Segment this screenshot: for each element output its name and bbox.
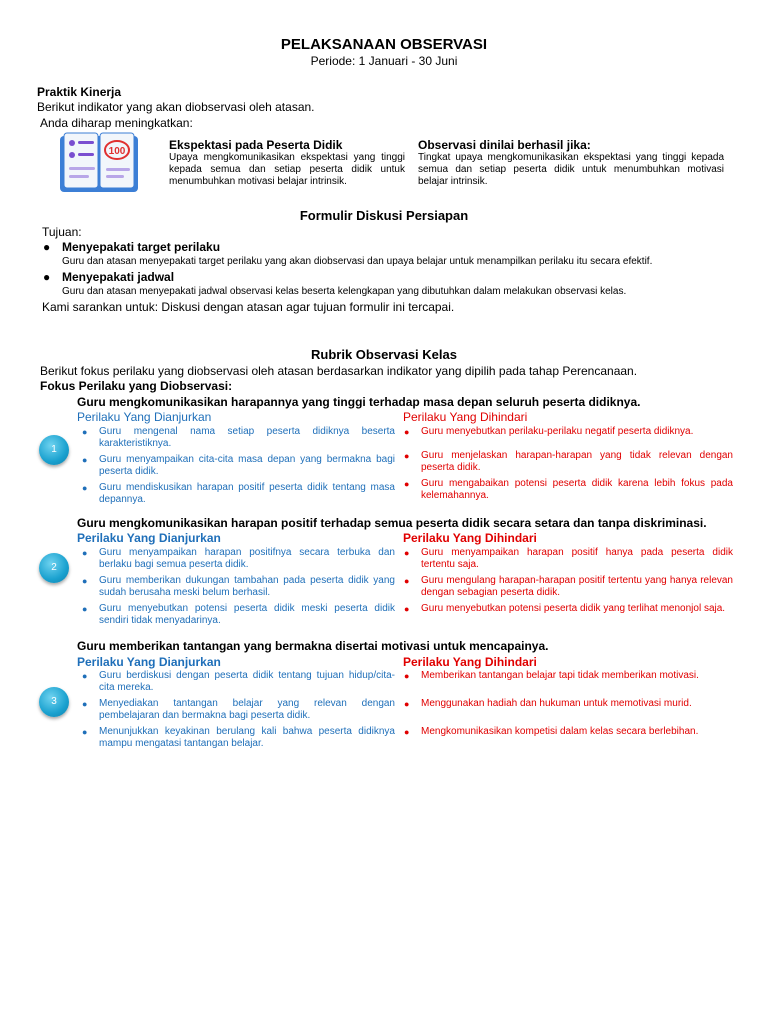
bullet-icon: ● xyxy=(82,671,88,681)
page-title: PELAKSANAAN OBSERVASI xyxy=(280,36,488,53)
list-item: ● Guru mengabaikan potensi peserta didik karena lebih fokus pada kelemahannya. xyxy=(404,478,733,501)
bullet-icon: ● xyxy=(404,479,410,489)
formulir-title: Formulir Diskusi Persiapan xyxy=(299,208,469,223)
section-3-left-list xyxy=(77,670,395,754)
svg-text:100: 100 xyxy=(108,146,126,157)
list-item: ● Guru menjelaskan harapan-harapan yang tidak relevan dengan peserta didik. xyxy=(404,450,733,473)
section-2-heading: Guru mengkomunikasikan harapan positif terhadap semua peserta didik secara setara dan tanpa diskriminasi. xyxy=(77,516,707,530)
bullet-icon: ● xyxy=(82,727,88,737)
bullet-icon: ● xyxy=(82,548,88,558)
bullet-icon: ● xyxy=(404,427,410,437)
section-2-right-list xyxy=(399,547,733,619)
formulir-closing: Kami sarankan untuk: Diskusi dengan atasan agar tujuan formulir ini tercapai. xyxy=(42,300,455,314)
section-2-number-badge: 2 xyxy=(39,553,69,583)
book-icon xyxy=(58,130,140,196)
period-text: Periode: 1 Januari - 30 Juni xyxy=(310,54,458,68)
bullet-icon: ● xyxy=(404,671,410,681)
box1-text: Upaya mengkomunikasikan ekspektasi yang tinggi kepada semua dan setiap peserta didik untuk menumbuhkan motivasi belajar intrinsik. xyxy=(169,152,405,187)
bullet-icon: ● xyxy=(404,548,410,558)
section-3-heading: Guru memberikan tantangan yang bermakna disertai motivasi untuk mencapainya. xyxy=(77,639,549,653)
bullet-icon: ● xyxy=(82,699,88,709)
list-item: ● Guru menyampaikan harapan positif hanya pada peserta didik tertentu saja. xyxy=(404,547,733,570)
list-item: ● Guru berdiskusi dengan peserta didik tentang tujuan hidup/cita-cita mereka. xyxy=(82,670,395,693)
section-3-left-head: Perilaku Yang Dianjurkan xyxy=(77,655,221,669)
bullet-icon: ● xyxy=(82,604,88,614)
tujuan-label: Tujuan: xyxy=(42,225,82,239)
bullet-icon: ● xyxy=(82,427,88,437)
bullet-icon: ● xyxy=(82,455,88,465)
rubrik-title: Rubrik Observasi Kelas xyxy=(311,347,457,362)
bullet-icon: ● xyxy=(82,576,88,586)
list-item: ● Guru mengulang harapan-harapan positif tertentu yang hanya relevan dengan sebagian peserta didik. xyxy=(404,575,733,598)
section-1-left-head: Perilaku Yang Dianjurkan xyxy=(77,410,212,424)
bullet-icon: ● xyxy=(404,604,410,614)
section-2-left-list xyxy=(77,547,395,631)
section-1-right-list xyxy=(399,426,733,506)
section-2-left-head: Perilaku Yang Dianjurkan xyxy=(77,531,221,545)
list-item: ● Mengkomunikasikan kompetisi dalam kelas secara berlebihan. xyxy=(404,726,699,737)
list-item: ● Menunjukkan keyakinan berulang kali bahwa peserta didiknya mampu mengatasi tantangan belajar. xyxy=(82,726,395,749)
tujuan-1-heading: Menyepakati target perilaku xyxy=(62,240,221,254)
list-item: ● Guru menyebutkan potensi peserta didik yang terlihat menonjol saja. xyxy=(404,603,726,614)
bullet-icon: ● xyxy=(43,270,51,284)
section-3-number-badge: 3 xyxy=(39,687,69,717)
list-item: ● Menggunakan hadiah dan hukuman untuk memotivasi murid. xyxy=(404,698,692,709)
box1-title: Ekspektasi pada Peserta Didik xyxy=(169,138,343,152)
section-1-number-badge: 1 xyxy=(39,435,69,465)
box2-text: Tingkat upaya mengkomunikasikan ekspektasi yang tinggi kepada semua dan setiap peserta didik untuk menumbuhkan motivasi belajar intrinsik. xyxy=(418,152,724,187)
tujuan-2-text: Guru dan atasan menyepakati jadwal observasi kelas beserta kelengkapan yang dibutuhkan dalam melakukan observasi kelas. xyxy=(62,286,627,297)
praktik-line1: Berikut indikator yang akan diobservasi oleh atasan. xyxy=(37,100,315,114)
tujuan-2-heading: Menyepakati jadwal xyxy=(62,270,175,284)
list-item: ● Guru menyebutkan perilaku-perilaku negatif peserta didiknya. xyxy=(404,426,694,437)
praktik-heading: Praktik Kinerja xyxy=(37,85,122,99)
bullet-icon: ● xyxy=(404,451,410,461)
section-1-left-list xyxy=(77,426,395,510)
bullet-icon: ● xyxy=(404,727,410,737)
bullet-icon: ● xyxy=(43,240,51,254)
box2-title: Observasi dinilai berhasil jika: xyxy=(418,138,591,152)
praktik-line2: Anda diharap meningkatkan: xyxy=(40,116,193,130)
section-3-right-head: Perilaku Yang Dihindari xyxy=(403,655,537,669)
list-item: ● Guru mengenal nama setiap peserta didiknya beserta karakteristiknya. xyxy=(82,426,395,449)
list-item: ● Menyediakan tantangan belajar yang relevan dengan pembelajaran dan bermakna bagi peserta didik. xyxy=(82,698,395,721)
bullet-icon: ● xyxy=(404,699,410,709)
tujuan-1-text: Guru dan atasan menyepakati target perilaku yang akan diobservasi dan upaya belajar untuk menampilkan perilaku itu secara efektif. xyxy=(62,256,653,267)
bullet-icon: ● xyxy=(404,576,410,586)
section-3-right-list xyxy=(399,670,733,742)
section-1-heading: Guru mengkomunikasikan harapannya yang tinggi terhadap masa depan seluruh peserta didiknya. xyxy=(77,395,641,409)
list-item: ● Guru menyampaikan cita-cita masa depan yang bermakna bagi peserta didik. xyxy=(82,454,395,477)
bullet-icon: ● xyxy=(82,483,88,493)
rubrik-intro: Berikut fokus perilaku yang diobservasi oleh atasan berdasarkan indikator yang dipilih pada tahap Perencanaan. xyxy=(40,364,638,378)
list-item: ● Guru menyampaikan harapan positifnya secara terbuka dan berlaku bagi semua peserta didik. xyxy=(82,547,395,570)
fokus-label: Fokus Perilaku yang Diobservasi: xyxy=(40,379,233,393)
list-item: ● Guru mendiskusikan harapan positif peserta didik tentang masa depannya. xyxy=(82,482,395,505)
section-1-right-head: Perilaku Yang Dihindari xyxy=(403,410,528,424)
section-2-right-head: Perilaku Yang Dihindari xyxy=(403,531,537,545)
list-item: ● Guru memberikan dukungan tambahan pada peserta didik yang sudah berusaha meski belum berhasil. xyxy=(82,575,395,598)
list-item: ● Memberikan tantangan belajar tapi tidak memberikan motivasi. xyxy=(404,670,699,681)
list-item: ● Guru menyebutkan potensi peserta didik meski peserta didik sendiri tidak menyadarinya. xyxy=(82,603,395,626)
